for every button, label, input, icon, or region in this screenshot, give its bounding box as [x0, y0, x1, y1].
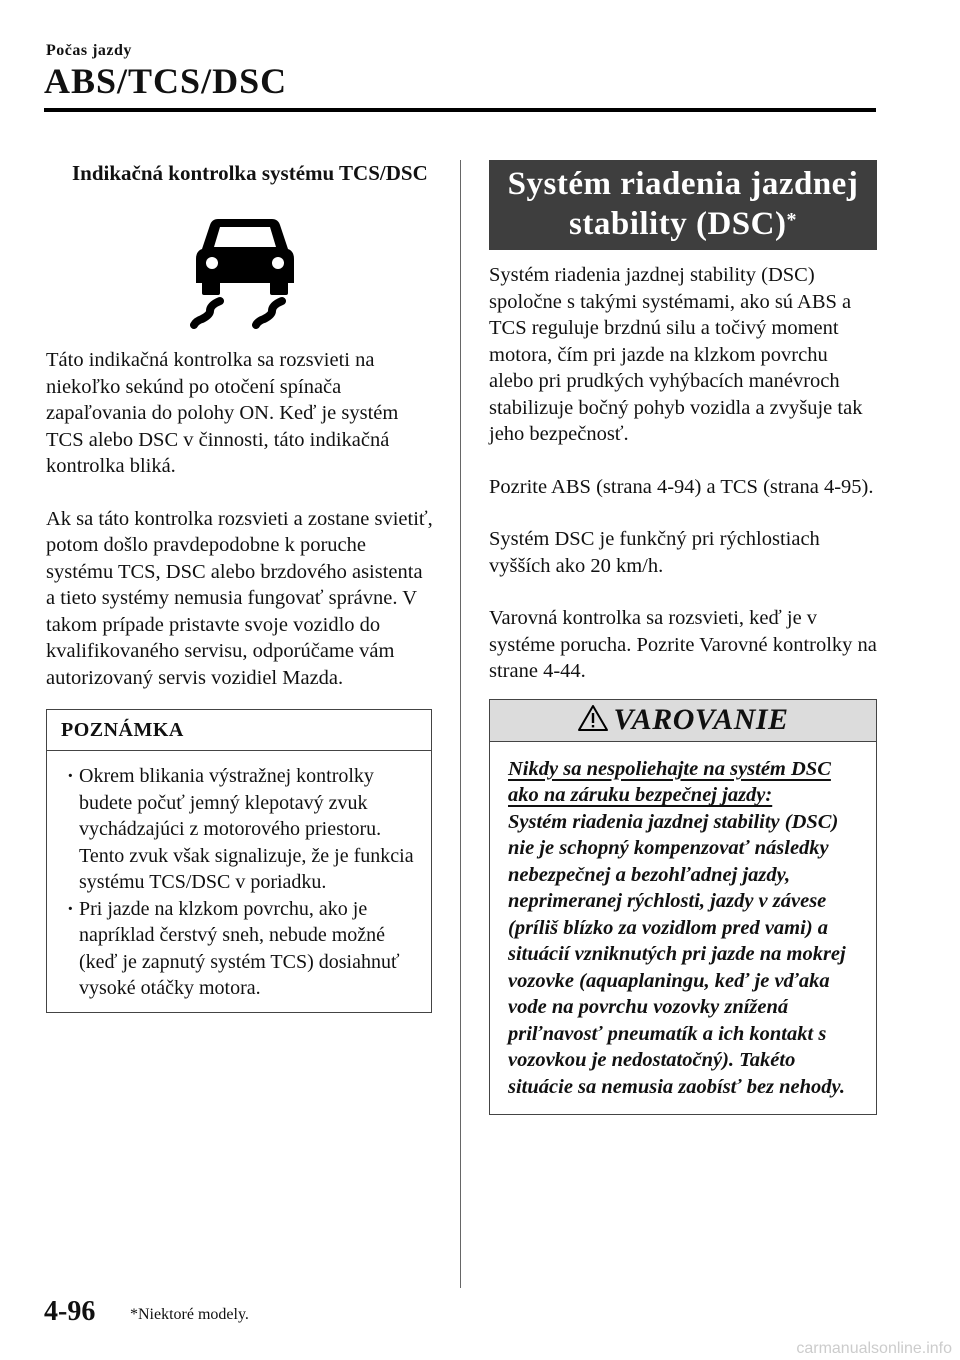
note-title: POZNÁMKA: [47, 710, 431, 751]
warning-box: [489, 699, 877, 1116]
page-number: 4-96: [44, 1296, 96, 1327]
warning-title: VAROVANIE: [613, 703, 789, 736]
warning-text: Systém riadenia jazdnej stability (DSC) nie je schopný kompenzovať následky nebezpečnej a bezohľadnej jazdy, neprimeranej rýchlosti, jazdy v závese (príliš blízko za vozidlom pred vami) a situácií vzniknutých pri jazde na mokrej vozovke (aquaplaningu, keď je vďaka vode na povrchu vozovky znížená priľnavosť pneumatík a ich kontakt s vozovkou je nedostatočný). Takéto situácie sa nemusia zaobísť bez nehody.: [508, 810, 846, 1098]
right-column: [489, 160, 877, 1115]
note-box: [46, 709, 432, 1013]
watermark: carmanualsonline.info: [796, 1340, 952, 1357]
note-item: · Pri jazde na klzkom povrchu, ako je napríklad čerstvý sneh, nebude možné (keď je zapnutý systém TCS) dosiahnuť vysoké otáčky motora.: [67, 896, 417, 1002]
warning-body: [490, 742, 876, 1115]
warning-lead: Nikdy sa nespoliehajte na systém DSC ako na záruku bezpečnej jazdy:: [508, 757, 831, 806]
dsc-banner-footnote-mark: *: [786, 209, 797, 231]
right-paragraph: Systém riadenia jazdnej stability (DSC) spoločne s takými systémami, ako sú ABS a TCS reguluje brzdnú silu a točivý moment motora, čím pri jazde na klzkom povrchu alebo pri prudkých vyhýbacích manévroch stabilizuje bočný pohyb vozidla a zvyšuje tak jeho bezpečnosť.: [489, 264, 863, 445]
right-paragraph: Systém DSC je funkčný pri rýchlostiach vyšších ako 20 km/h.: [489, 528, 820, 577]
right-paragraph: Pozrite ABS (strana 4-94) a TCS (strana 4-95).: [489, 475, 874, 498]
indicator-subheading: Indikačná kontrolka systému TCS/DSC: [72, 161, 428, 185]
dsc-banner: [489, 160, 877, 250]
section-title: ABS/TCS/DSC: [44, 61, 288, 101]
warning-triangle-icon: [577, 704, 609, 737]
column-divider: [460, 160, 461, 1288]
dsc-banner-title: Systém riadenia jazdnej stability (DSC): [507, 166, 859, 242]
right-paragraphs: [489, 262, 877, 685]
warning-header: [490, 700, 876, 742]
left-paragraph: Ak sa táto kontrolka rozsvieti a zostane svietiť, potom došlo pravdepodobne k poruche systému TCS, DSC alebo brzdového asistenta a tieto systémy nemusia fungovať správne. V takom prípade pristavte svoje vozidlo do kvalifikovaného servisu, odporúčame vám autorizovaný servis vozidiel Mazda.: [46, 507, 433, 689]
right-paragraph: Varovná kontrolka sa rozsvieti, keď je v systéme porucha. Pozrite Varovné kontrolky na strane 4-44.: [489, 607, 877, 682]
footnote: *Niektoré modely.: [130, 1306, 249, 1323]
header-rule: [44, 108, 876, 112]
tcs-dsc-car-skid-icon: [190, 211, 300, 329]
note-item: · Okrem blikania výstražnej kontrolky budete počuť jemný klepotavý zvuk vychádzajúci z motorového priestoru. Tento zvuk však signalizuje, že je funkcia systému TCS/DSC v poriadku.: [67, 763, 417, 896]
breadcrumb: Počas jazdy: [46, 42, 132, 59]
note-body: [47, 751, 431, 1012]
left-column: [46, 160, 436, 1013]
left-paragraph: Táto indikačná kontrolka sa rozsvieti na niekoľko sekúnd po otočení spínača zapaľovania do polohy ON. Keď je systém TCS alebo DSC v činnosti, táto indikačná kontrolka bliká.: [46, 349, 399, 477]
